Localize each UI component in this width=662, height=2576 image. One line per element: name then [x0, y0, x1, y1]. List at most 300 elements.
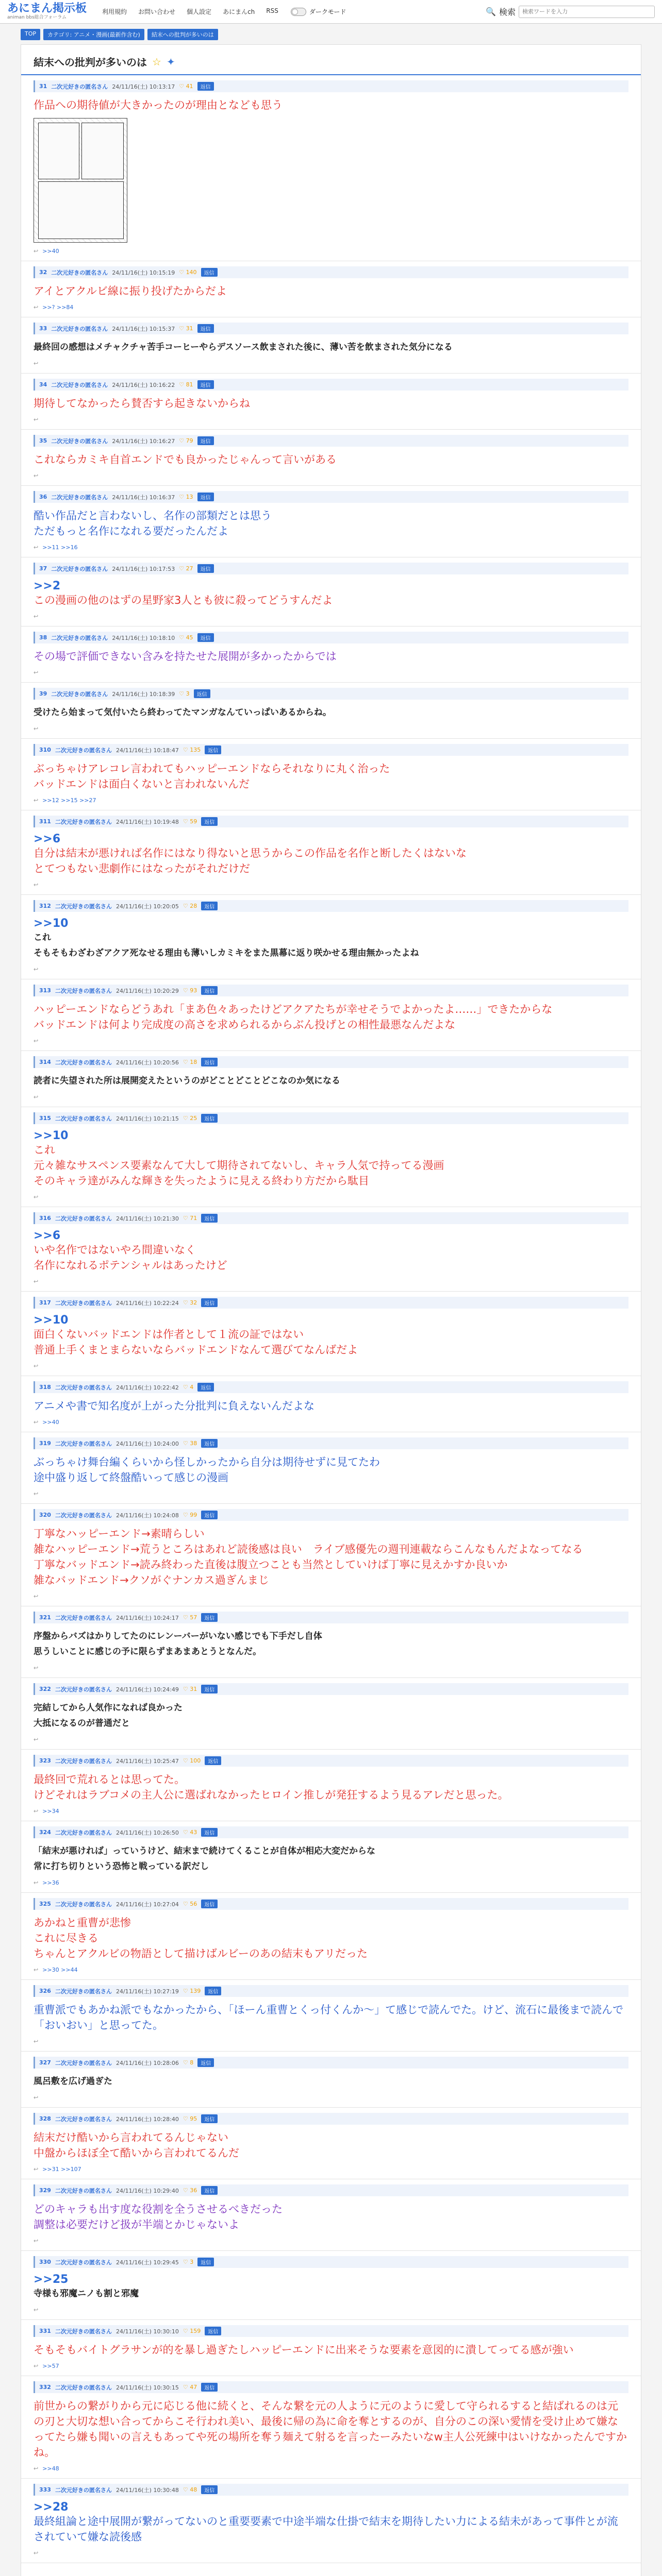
post-body: 読者に失望された所は展開変えたというのがどことどことどこなのか気になる: [34, 1076, 340, 1086]
heart-icon: ♡: [183, 2328, 190, 2334]
like-button[interactable]: [179, 494, 193, 500]
reply-arrow-icon: ↩: [34, 1736, 39, 1743]
post-date: 24/11/16(土) 10:24:00: [115, 1440, 179, 1447]
heart-icon: ♡: [183, 1829, 190, 1836]
post-number[interactable]: 317: [39, 1299, 51, 1306]
like-button[interactable]: [179, 83, 193, 90]
post-body: あかねと重曹が悲惨 これに尽きる ちゃんとアクルビの物語として描けばルビーのあの結末もアリだった: [34, 1917, 368, 1960]
post-number[interactable]: 39: [39, 690, 47, 697]
post-number[interactable]: 310: [39, 747, 51, 753]
post-number[interactable]: 312: [39, 903, 51, 909]
reply-button[interactable]: 返信: [197, 82, 214, 91]
reply-links: [34, 2038, 628, 2045]
post-number[interactable]: 36: [39, 494, 47, 500]
like-button[interactable]: [179, 565, 193, 572]
reply-link-list[interactable]: >>11 >>16: [42, 544, 78, 551]
reply-links: [34, 2094, 628, 2101]
post-image[interactable]: [34, 118, 127, 243]
post: [21, 739, 641, 810]
like-button[interactable]: [183, 747, 201, 753]
reply-link-list[interactable]: >>? >>84: [42, 304, 74, 311]
dark-mode-switch[interactable]: [291, 8, 306, 16]
reply-arrow-icon: ↩: [34, 1094, 39, 1100]
post: [21, 895, 641, 979]
like-count: 36: [190, 2187, 197, 2194]
poster-name: 二次元好きの匿名さん: [55, 1384, 112, 1391]
post-header: [34, 80, 628, 92]
post-number[interactable]: 314: [39, 1059, 51, 1065]
heart-icon: ♡: [183, 1901, 190, 1907]
reply-button[interactable]: 返信: [197, 1383, 214, 1392]
like-button[interactable]: [179, 269, 196, 276]
heart-icon: ♡: [183, 1686, 190, 1692]
post: [21, 1504, 641, 1606]
post-number[interactable]: 325: [39, 1901, 51, 1907]
reply-button[interactable]: 返信: [197, 493, 214, 501]
like-button[interactable]: [183, 1901, 197, 1907]
reply-link-list[interactable]: >>48: [42, 2465, 59, 2472]
reply-arrow-icon: ↩: [34, 1363, 39, 1369]
post-number[interactable]: 320: [39, 1512, 51, 1518]
reply-button[interactable]: 返信: [197, 564, 214, 573]
like-button[interactable]: [183, 2259, 193, 2265]
logo-text: あにまん掲示板: [7, 2, 87, 15]
post-date: 24/11/16(土) 10:24:17: [115, 1614, 179, 1621]
like-count: 3: [186, 690, 190, 697]
like-count: 45: [186, 634, 193, 641]
post-number[interactable]: 319: [39, 1440, 51, 1447]
reply-links: [34, 1194, 628, 1200]
poster-name: 二次元好きの匿名さん: [55, 818, 112, 825]
like-button[interactable]: [183, 1614, 197, 1621]
reply-button[interactable]: 返信: [201, 2485, 218, 2494]
poster-name: 二次元好きの匿名さん: [51, 494, 108, 501]
post-header: [34, 2325, 628, 2337]
post-body: アニメや書で知名度が上がった分批判に負えないんだよな: [34, 1400, 315, 1412]
post-number[interactable]: 315: [39, 1115, 51, 1122]
reply-button[interactable]: 返信: [194, 689, 210, 698]
reply-links: [34, 1808, 628, 1815]
like-count: 3: [190, 2259, 194, 2265]
post-date: 24/11/16(土) 10:29:45: [115, 2259, 179, 2266]
poster-name: 二次元好きの匿名さん: [51, 565, 108, 572]
post-number[interactable]: 331: [39, 2328, 51, 2334]
reply-links: [34, 1879, 628, 1886]
like-button[interactable]: [183, 2486, 197, 2493]
heart-icon: ♡: [179, 269, 186, 276]
reply-button[interactable]: 返信: [205, 1987, 221, 1995]
heart-icon: ♡: [183, 1299, 190, 1306]
search-input[interactable]: [519, 6, 655, 18]
post-date: 24/11/16(土) 10:24:08: [115, 1512, 179, 1519]
heart-icon: ♡: [179, 565, 186, 572]
heart-icon: ♡: [183, 1614, 190, 1621]
heart-icon: ♡: [183, 2187, 190, 2194]
post-list: [21, 75, 641, 2563]
like-button[interactable]: [183, 2059, 193, 2066]
poster-name: 二次元好きの匿名さん: [51, 83, 108, 90]
poster-name: 二次元好きの匿名さん: [55, 2115, 112, 2123]
post-body: 最終回の感想はメチャクチャ苦手コーヒーやらデスソース飲まされた後に、薄い苦を飲まされた気分になる: [34, 342, 453, 352]
post-number[interactable]: 311: [39, 818, 51, 825]
reply-button[interactable]: 返信: [197, 633, 214, 642]
post-number[interactable]: 33: [39, 325, 47, 332]
post-date: 24/11/16(土) 10:29:40: [115, 2187, 179, 2194]
post-header: [34, 379, 628, 391]
like-button[interactable]: [183, 2384, 197, 2391]
reply-button[interactable]: 返信: [197, 2058, 214, 2067]
reply-links: [34, 2238, 628, 2244]
reply-button[interactable]: 返信: [205, 745, 221, 754]
reply-button[interactable]: 返信: [201, 1900, 218, 1908]
reply-button[interactable]: 返信: [197, 436, 214, 445]
post-number[interactable]: 324: [39, 1829, 51, 1836]
like-button[interactable]: [183, 1686, 197, 1692]
reply-button[interactable]: 返信: [201, 1828, 218, 1837]
page-title: 結末への批判が多いのは: [34, 56, 147, 69]
post-body: 受けたら始まって気付いたら終わってたマンガなんていっぱいあるからね。: [34, 707, 332, 718]
post-number[interactable]: 37: [39, 565, 47, 572]
like-count: 99: [190, 1512, 197, 1518]
reply-button[interactable]: 返信: [205, 2327, 221, 2335]
poster-name: 二次元好きの匿名さん: [55, 2486, 112, 2494]
post-body: 丁寧なハッピーエンド→素晴らしい 雑なハッピーエンド→荒うところはあれど読後感は良い ライブ感優先の週刊連載ならこんなもんだよなってなる 丁寧なバッドエンド→読み終わった直後は腹立つことも当然としていけば丁寧に見えかすか良いか 雑なバッドエンド→クソがぐナンカス過ぎんまじ: [34, 1528, 583, 1586]
poster-name: 二次元好きの匿名さん: [55, 987, 112, 994]
like-button[interactable]: [183, 818, 197, 825]
reply-button[interactable]: 返信: [197, 2258, 214, 2266]
reply-button[interactable]: 返信: [201, 2114, 218, 2123]
like-button[interactable]: [179, 325, 193, 332]
reply-links: [34, 1967, 628, 1973]
like-count: 47: [190, 2384, 197, 2391]
post-date: 24/11/16(土) 10:20:56: [115, 1059, 179, 1066]
reply-anchor[interactable]: >>25: [34, 2273, 69, 2286]
site-logo[interactable]: [7, 3, 87, 21]
reply-anchor[interactable]: >>10: [34, 917, 69, 930]
reply-button[interactable]: 返信: [197, 380, 214, 389]
heart-icon: ♡: [183, 2059, 190, 2066]
poster-name: 二次元好きの匿名さん: [51, 325, 108, 332]
post-header: [34, 2484, 628, 2496]
post-number[interactable]: 332: [39, 2384, 51, 2391]
poster-name: 二次元好きの匿名さん: [55, 1299, 112, 1307]
post-header: [34, 1381, 628, 1393]
post-date: 24/11/16(土) 10:13:17: [112, 83, 175, 90]
reply-button[interactable]: 返信: [201, 1298, 218, 1307]
poster-name: 二次元好きの匿名さん: [55, 903, 112, 910]
post-date: 24/11/16(土) 10:22:24: [115, 1299, 179, 1307]
like-button[interactable]: [179, 381, 193, 388]
like-button[interactable]: [183, 1829, 197, 1836]
like-button[interactable]: [183, 2328, 201, 2334]
dark-mode-toggle[interactable]: [291, 7, 346, 16]
reply-button[interactable]: 返信: [201, 1114, 218, 1123]
like-count: 95: [190, 2115, 197, 2122]
post-date: 24/11/16(土) 10:22:42: [115, 1384, 179, 1391]
heart-icon: ♡: [183, 2259, 190, 2265]
post-number[interactable]: 333: [39, 2486, 51, 2493]
reply-links: [34, 360, 628, 367]
reply-link-list[interactable]: >>30 >>44: [42, 1967, 78, 1973]
like-count: 13: [186, 494, 193, 500]
like-button[interactable]: [179, 690, 189, 697]
post-number[interactable]: 328: [39, 2115, 51, 2122]
reply-button[interactable]: 返信: [201, 1511, 218, 1519]
like-button[interactable]: [179, 437, 193, 444]
post-number[interactable]: 32: [39, 269, 47, 276]
reply-links: [34, 1736, 628, 1743]
reply-arrow-icon: ↩: [34, 1038, 39, 1044]
post-header: [34, 688, 628, 700]
post-body: これ 元々雑なサスペンス要素なんて大して期待されてないし、キャラ人気で持ってる漫画 そのキャラ達がみんな輝きを失ったように見える終わり方だから駄目: [34, 1144, 444, 1187]
like-button[interactable]: [183, 1440, 197, 1447]
like-count: 8: [190, 2059, 194, 2066]
post-number[interactable]: 327: [39, 2059, 51, 2066]
reply-links: [34, 1038, 628, 1044]
post-number[interactable]: 316: [39, 1215, 51, 1222]
post-number[interactable]: 35: [39, 437, 47, 444]
nav-contact[interactable]: お問い合わせ: [138, 8, 176, 15]
search-button[interactable]: 検索: [499, 7, 516, 17]
heart-icon: ♡: [183, 2486, 190, 2493]
nav-terms[interactable]: 利用規約: [102, 8, 127, 15]
reply-links: [34, 1593, 628, 1600]
post: [21, 1051, 641, 1107]
reply-arrow-icon: ↩: [34, 1593, 39, 1600]
nav-rss[interactable]: RSS: [266, 7, 278, 14]
post-date: 24/11/16(土) 10:27:04: [115, 1901, 179, 1908]
post-date: 24/11/16(土) 10:28:40: [115, 2115, 179, 2123]
like-button[interactable]: [183, 987, 197, 994]
reply-anchor[interactable]: >>28: [34, 2501, 69, 2514]
post-header: [34, 266, 628, 278]
poster-name: 二次元好きの匿名さん: [55, 2384, 112, 2391]
post-number[interactable]: 31: [39, 83, 47, 90]
post-header: [34, 1112, 628, 1124]
reply-link-list[interactable]: >>40: [42, 248, 59, 255]
like-button[interactable]: [183, 1059, 197, 1065]
reply-button[interactable]: 返信: [201, 817, 218, 826]
like-count: 32: [190, 1299, 197, 1306]
reply-link-list[interactable]: >>12 >>15 >>27: [42, 797, 96, 804]
post: [21, 1432, 641, 1504]
reply-arrow-icon: ↩: [34, 613, 39, 620]
post-date: 24/11/16(土) 10:16:37: [112, 494, 175, 501]
heart-icon: ♡: [183, 818, 190, 825]
post-body: 酷い作品だと言わないし、名作の部類だとは思う ただもっと名作になれる要だったんだよ: [34, 510, 272, 537]
post-number[interactable]: 313: [39, 987, 51, 994]
reply-button[interactable]: 返信: [197, 324, 214, 333]
like-button[interactable]: [183, 1215, 197, 1222]
search-icon[interactable]: 🔍: [486, 7, 496, 16]
post-number[interactable]: 34: [39, 381, 47, 388]
reply-links: [34, 1419, 628, 1426]
post-body: 自分は結末が悪ければ名作にはなり得ないと思うからこの作品を名作と断したくはないな とてつもない悲劇作にはなったがそれだけだ: [34, 847, 467, 875]
reply-links: [34, 797, 628, 804]
poster-name: 二次元好きの匿名さん: [55, 1512, 112, 1519]
poster-name: 二次元好きの匿名さん: [55, 1440, 112, 1447]
reply-link-list[interactable]: >>57: [42, 2363, 59, 2369]
reply-anchor[interactable]: >>2: [34, 580, 61, 592]
like-button[interactable]: [183, 2187, 197, 2194]
reply-arrow-icon: ↩: [34, 2094, 39, 2101]
post: [21, 1750, 641, 1821]
star-icon[interactable]: ☆: [152, 55, 161, 68]
post: [21, 2179, 641, 2251]
reply-button[interactable]: 返信: [201, 1214, 218, 1223]
heart-icon: ♡: [179, 690, 186, 697]
post-body: 最終回で荒れるとは思ってた。 けどそれはラブコメの主人公に選ばれなかったヒロイン推しが発狂するよう見るアレだと思った。: [34, 1773, 509, 1801]
reply-links: [34, 882, 628, 888]
reply-button[interactable]: 返信: [201, 1439, 218, 1448]
like-button[interactable]: [183, 1988, 201, 1994]
reply-anchor[interactable]: >>10: [34, 1314, 69, 1327]
heart-icon: ♡: [183, 1059, 190, 1065]
like-count: 4: [190, 1384, 194, 1391]
reply-link-list[interactable]: >>34: [42, 1808, 59, 1815]
post-number[interactable]: 330: [39, 2259, 51, 2265]
post: [21, 75, 641, 261]
reply-links: [34, 2465, 628, 2472]
reply-arrow-icon: ↩: [34, 2166, 39, 2173]
post-date: 24/11/16(土) 10:21:15: [115, 1115, 179, 1122]
heart-icon: ♡: [179, 494, 186, 500]
reply-button[interactable]: 返信: [201, 2383, 218, 2392]
like-count: 38: [190, 1440, 197, 1447]
post-header: [34, 985, 628, 996]
reply-button[interactable]: 返信: [201, 1685, 218, 1693]
reply-anchor[interactable]: >>6: [34, 1229, 61, 1242]
post-number[interactable]: 329: [39, 2187, 51, 2194]
post-date: 24/11/16(土) 10:15:37: [112, 325, 175, 332]
logo-subtext: animan bbs総合フォーラム: [7, 15, 67, 20]
poster-name: 二次元好きの匿名さん: [55, 2259, 112, 2266]
reply-link-list[interactable]: >>31 >>107: [42, 2166, 81, 2173]
post-number[interactable]: 322: [39, 1686, 51, 1692]
like-button[interactable]: [183, 1384, 193, 1391]
reply-button[interactable]: 返信: [201, 986, 218, 995]
like-button[interactable]: [179, 634, 193, 641]
post-date: 24/11/16(土) 10:18:10: [112, 634, 175, 641]
post-header: [34, 2381, 628, 2393]
poster-name: 二次元好きの匿名さん: [55, 1829, 112, 1836]
post-header: [34, 1212, 628, 1224]
post-number[interactable]: 323: [39, 1757, 51, 1764]
post-header: [34, 816, 628, 827]
reply-anchor[interactable]: >>6: [34, 833, 61, 845]
reply-button[interactable]: 返信: [201, 268, 218, 277]
like-count: 48: [190, 2486, 197, 2493]
reply-button[interactable]: 返信: [201, 1058, 218, 1066]
reply-arrow-icon: ↩: [34, 2363, 39, 2369]
poster-name: 二次元好きの匿名さん: [51, 634, 108, 641]
post-number[interactable]: 38: [39, 634, 47, 641]
post-body: 期待してなかったら賛否すら起きないからね: [34, 397, 250, 410]
reply-button[interactable]: 返信: [205, 1756, 221, 1765]
post-date: 24/11/16(土) 10:17:53: [112, 565, 175, 572]
breadcrumb-top[interactable]: TOP: [21, 29, 40, 40]
post: [21, 1980, 641, 2052]
heart-icon: ♡: [183, 1512, 190, 1518]
heart-icon: ♡: [183, 1384, 190, 1391]
breadcrumb-thread[interactable]: 結末への批判が多いのは: [147, 29, 218, 40]
bird-icon[interactable]: ✦: [166, 55, 175, 68]
post-date: 24/11/16(土) 10:21:30: [115, 1215, 179, 1222]
like-count: 135: [190, 747, 201, 753]
reply-arrow-icon: ↩: [34, 472, 39, 479]
post: [21, 1107, 641, 1207]
post: [21, 2479, 641, 2563]
reply-anchor[interactable]: >>10: [34, 1129, 69, 1142]
reply-links: [34, 1665, 628, 1671]
post-number[interactable]: 321: [39, 1614, 51, 1621]
post: [21, 683, 641, 739]
reply-button[interactable]: 返信: [201, 902, 218, 910]
reply-links: [34, 472, 628, 479]
post: [21, 374, 641, 430]
nav-animanch[interactable]: あにまんch: [223, 8, 255, 15]
reply-button[interactable]: 返信: [201, 2186, 218, 2195]
reply-arrow-icon: ↩: [34, 882, 39, 888]
like-count: 25: [190, 1115, 197, 1122]
post-header: [34, 2184, 628, 2196]
post-header: [34, 323, 628, 334]
post: [21, 2108, 641, 2179]
heart-icon: ♡: [183, 747, 190, 753]
like-button[interactable]: [183, 1512, 197, 1518]
like-button[interactable]: [183, 1115, 197, 1122]
reply-arrow-icon: ↩: [34, 248, 39, 255]
poster-name: 二次元好きの匿名さん: [55, 1115, 112, 1122]
dark-mode-label: ダークモード: [309, 8, 346, 15]
post: [21, 979, 641, 1051]
breadcrumb-category[interactable]: カテゴリ: アニメ・漫画(最新作含む): [43, 29, 144, 40]
like-button[interactable]: [183, 1299, 197, 1306]
reply-arrow-icon: ↩: [34, 1490, 39, 1497]
post-date: 24/11/16(土) 10:18:39: [112, 690, 175, 698]
poster-name: 二次元好きの匿名さん: [55, 1901, 112, 1908]
post: [21, 1292, 641, 1376]
like-button[interactable]: [183, 903, 197, 909]
post-date: 24/11/16(土) 10:16:22: [112, 381, 175, 388]
post-body: いや名作ではないやろ間違いなく 名作になれるポテンシャルはあったけど: [34, 1244, 227, 1272]
heart-icon: ♡: [179, 381, 186, 388]
reply-links: [34, 2166, 628, 2173]
like-button[interactable]: [183, 1757, 201, 1764]
post: [21, 430, 641, 486]
post-number[interactable]: 326: [39, 1988, 51, 1994]
post-header: [34, 744, 628, 756]
nav-settings[interactable]: 個人設定: [187, 8, 212, 15]
post: [21, 317, 641, 374]
post-header: [34, 900, 628, 912]
reply-link-list[interactable]: >>40: [42, 1419, 59, 1426]
post-number[interactable]: 318: [39, 1384, 51, 1391]
post-body: 最終組論と途中展開が繋がってないのと重要要素で中途半端な仕掛で結末を期待したい力による結未があって事件とが流されていて嫌な読後感: [34, 2515, 618, 2543]
post: [21, 1821, 641, 1893]
poster-name: 二次元好きの匿名さん: [55, 1059, 112, 1066]
heart-icon: ♡: [183, 903, 190, 909]
reply-arrow-icon: ↩: [34, 1194, 39, 1200]
like-button[interactable]: [183, 2115, 197, 2122]
reply-link-list[interactable]: >>36: [42, 1879, 59, 1886]
reply-arrow-icon: ↩: [34, 669, 39, 676]
reply-arrow-icon: ↩: [34, 360, 39, 367]
post: [21, 486, 641, 557]
reply-links: [34, 304, 628, 311]
reply-button[interactable]: 返信: [201, 1613, 218, 1622]
heart-icon: ♡: [179, 83, 186, 90]
